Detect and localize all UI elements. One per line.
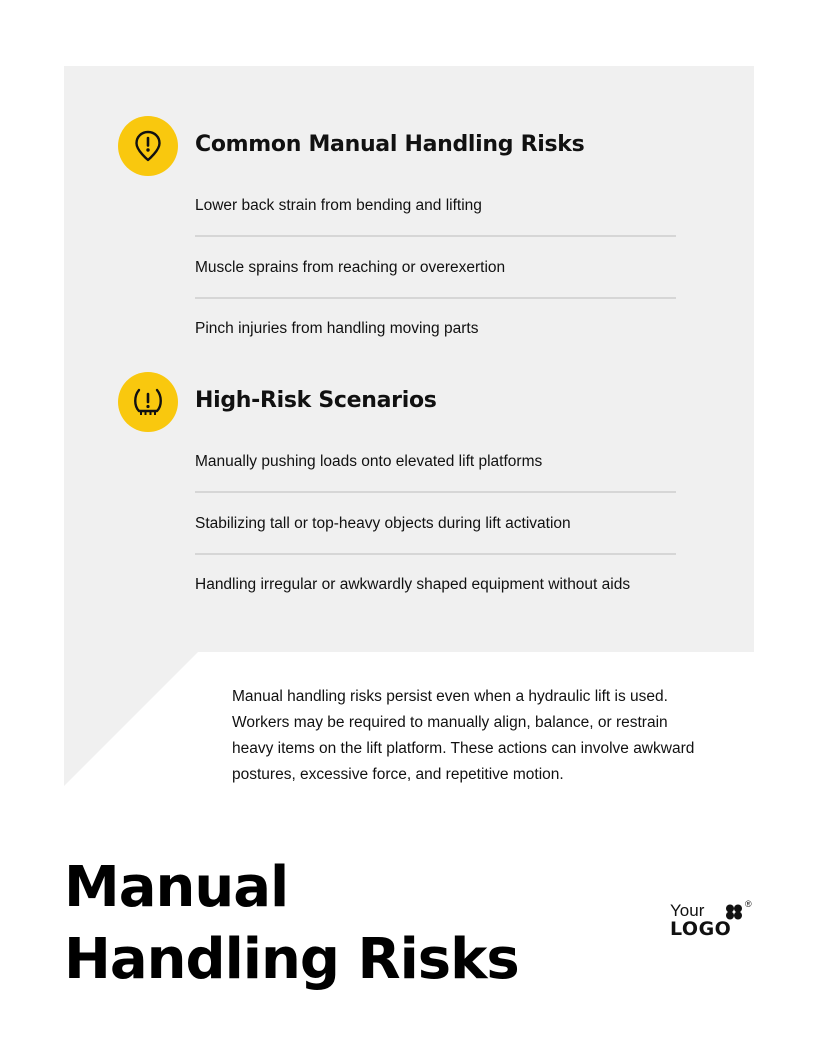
logo-wordmark: LOGO — [670, 918, 732, 940]
list-item: Stabilizing tall or top-heavy objects during lift activation — [195, 515, 571, 532]
list-item: Muscle sprains from reaching or overexertion — [195, 259, 506, 276]
logo-your-text: Your — [670, 901, 705, 920]
divider — [195, 235, 676, 237]
section-title-high-risk: High-Risk Scenarios — [195, 388, 437, 413]
page-title — [64, 852, 519, 996]
list-item: Pinch injuries from handling moving parts — [195, 320, 479, 337]
list-item: Manually pushing loads onto elevated lift platforms — [195, 453, 543, 470]
warning-pin-icon — [118, 116, 178, 176]
page-title-line-1: Manual — [64, 855, 289, 920]
logo — [670, 899, 760, 942]
section-title-common-risks: Common Manual Handling Risks — [195, 132, 585, 157]
list-item: Lower back strain from bending and lifting — [195, 197, 482, 214]
logo-registered-mark: ® — [745, 899, 752, 909]
divider — [195, 491, 676, 493]
divider — [195, 553, 676, 555]
tire-pressure-warning-icon — [118, 372, 178, 432]
panel-tail-decoration — [64, 651, 199, 786]
divider — [195, 297, 676, 299]
intro-note: Manual handling risks persist even when a hydraulic lift is used. Workers may be required to manually align, balance, or restrain heavy items on the lift platform. These actions can involve awkward postures, excessive force, and repetitive motion. — [232, 688, 695, 783]
page-title-line-2: Handling Risks — [64, 927, 519, 992]
list-item: Handling irregular or awkwardly shaped equipment without aids — [195, 576, 631, 593]
